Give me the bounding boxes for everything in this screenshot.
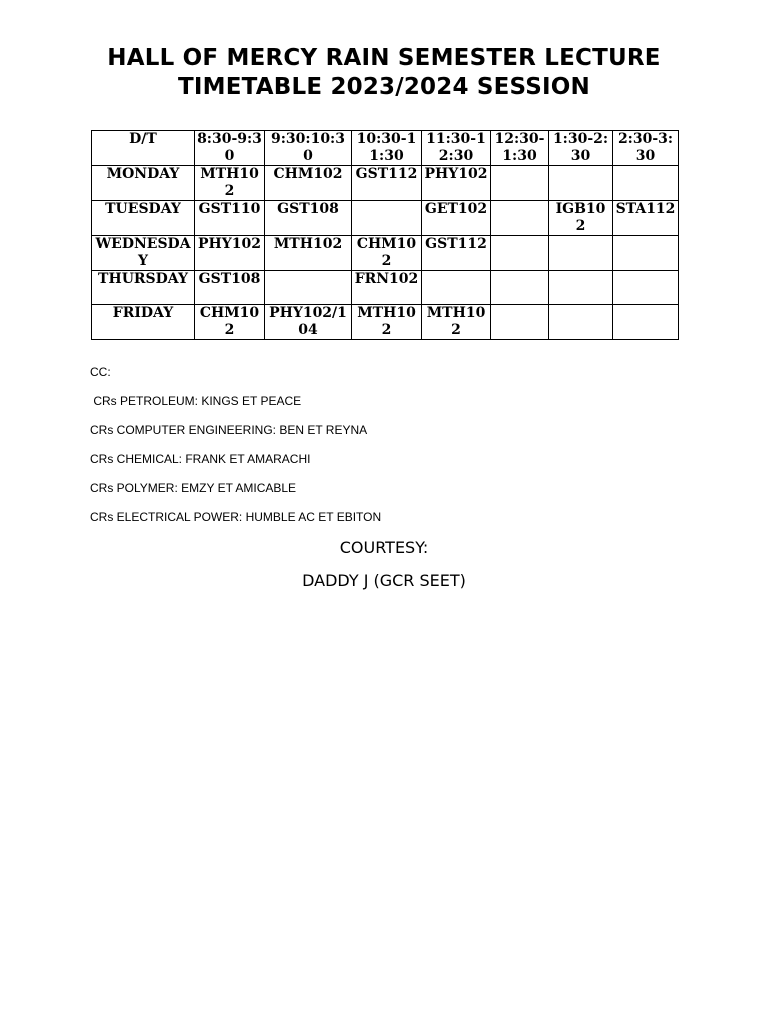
course-cell: FRN102 [352, 271, 422, 305]
course-cell: GST108 [265, 201, 352, 236]
table-row [92, 236, 679, 271]
course-cell: STA112 [613, 201, 679, 236]
day-cell: WEDNESDAY [92, 236, 195, 271]
course-cell [422, 271, 491, 305]
course-cell [549, 271, 613, 305]
course-cell [491, 201, 549, 236]
course-cell [613, 305, 679, 340]
course-cell: CHM102 [195, 305, 265, 340]
table-row [92, 271, 679, 305]
header-cell: 2:30-3:30 [613, 131, 679, 166]
course-cell [613, 271, 679, 305]
courtesy-block [0, 538, 768, 604]
cc-label: CC: [90, 365, 111, 379]
course-cell [613, 236, 679, 271]
course-cell: MTH102 [265, 236, 352, 271]
course-cell: CHM102 [352, 236, 422, 271]
course-cell [549, 305, 613, 340]
course-cell [549, 236, 613, 271]
course-cell [265, 271, 352, 305]
day-cell: MONDAY [92, 166, 195, 201]
header-cell: 1:30-2:30 [549, 131, 613, 166]
course-cell: GST112 [422, 236, 491, 271]
header-cell: 12:30-1:30 [491, 131, 549, 166]
title-line-2: TIMETABLE 2023/2024 SESSION [177, 74, 591, 100]
cr-line: CRs PETROLEUM: KINGS ET PEACE [90, 394, 302, 408]
course-cell: GST112 [352, 166, 422, 201]
day-cell: THURSDAY [92, 271, 195, 305]
cr-line: CRs ELECTRICAL POWER: HUMBLE AC ET EBITON [90, 510, 382, 524]
course-cell [491, 271, 549, 305]
course-cell: PHY102 [422, 166, 491, 201]
course-cell: CHM102 [265, 166, 352, 201]
course-cell [491, 236, 549, 271]
header-cell: 11:30-12:30 [422, 131, 491, 166]
cr-line: CRs COMPUTER ENGINEERING: BEN ET REYNA [90, 423, 368, 437]
cc-notes [90, 365, 381, 539]
courtesy-name: DADDY J (GCR SEET) [302, 571, 466, 590]
course-cell [352, 201, 422, 236]
course-cell: GST110 [195, 201, 265, 236]
day-cell: FRIDAY [92, 305, 195, 340]
course-cell: PHY102 [195, 236, 265, 271]
cr-line: CRs POLYMER: EMZY ET AMICABLE [90, 481, 297, 495]
course-cell: PHY102/104 [265, 305, 352, 340]
course-cell: GST108 [195, 271, 265, 305]
day-cell: TUESDAY [92, 201, 195, 236]
table-row [92, 305, 679, 340]
course-cell: GET102 [422, 201, 491, 236]
course-cell [491, 305, 549, 340]
header-cell: D/T [92, 131, 195, 166]
courtesy-label: COURTESY: [339, 538, 429, 557]
header-cell: 10:30-11:30 [352, 131, 422, 166]
course-cell [613, 166, 679, 201]
cr-line: CRs CHEMICAL: FRANK ET AMARACHI [90, 452, 311, 466]
timetable-header-row [92, 131, 679, 166]
course-cell: MTH102 [195, 166, 265, 201]
course-cell: IGB102 [549, 201, 613, 236]
timetable [91, 130, 679, 340]
header-cell: 8:30-9:30 [195, 131, 265, 166]
course-cell: MTH102 [422, 305, 491, 340]
title-line-1: HALL OF MERCY RAIN SEMESTER LECTURE [107, 45, 661, 71]
table-row [92, 201, 679, 236]
header-cell: 9:30:10:30 [265, 131, 352, 166]
course-cell [549, 166, 613, 201]
course-cell: MTH102 [352, 305, 422, 340]
document-title [0, 44, 768, 102]
table-row [92, 166, 679, 201]
course-cell [491, 166, 549, 201]
